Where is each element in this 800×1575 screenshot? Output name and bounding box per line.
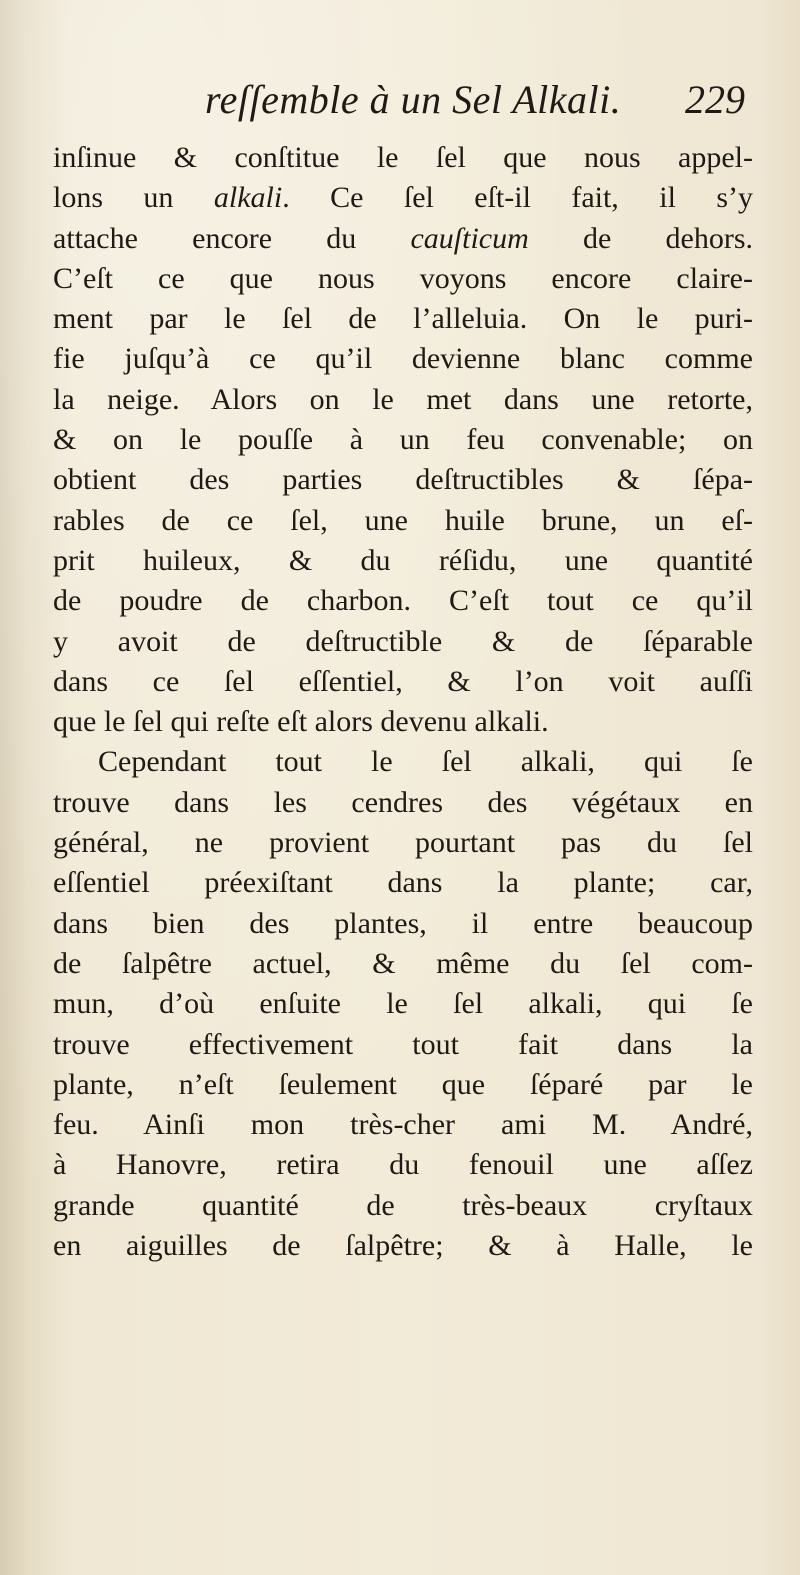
text-line — [53, 1226, 753, 1266]
text-segment: inſinue & conſtitue le ſel que nous appel- — [53, 141, 753, 174]
text-line — [53, 662, 753, 702]
text-line — [53, 944, 753, 984]
text-line — [53, 1065, 753, 1105]
body-text — [53, 138, 753, 1266]
text-segment: plante, n’eſt ſeulement que ſéparé par le — [53, 1067, 753, 1101]
text-segment: à Hanovre, retira du fenouil une aſſez — [53, 1148, 753, 1182]
text-segment: attache encore du — [53, 221, 411, 255]
text-segment: rables de ce ſel, une huile brune, un eſ- — [53, 503, 753, 537]
text-segment: de dehors. — [528, 221, 753, 255]
text-line — [53, 742, 753, 782]
text-segment: & on le pouſſe à un feu convenable; on — [53, 423, 753, 457]
page-number: 229 — [685, 77, 745, 122]
text-segment: y avoit de deſtructible & de ſéparable — [53, 624, 753, 658]
text-line — [53, 380, 753, 420]
text-segment: lons un — [53, 181, 214, 215]
text-line — [53, 1105, 753, 1145]
text-segment: ment par le ſel de l’alleluia. On le puri- — [53, 302, 753, 336]
text-segment: la neige. Alors on le met dans une retorte, — [53, 382, 753, 416]
text-line — [53, 622, 753, 662]
italic-term: alkali — [213, 181, 283, 215]
text-segment: C’eſt ce que nous voyons encore claire- — [53, 261, 753, 295]
text-line — [53, 783, 753, 823]
text-segment: en aiguilles de ſalpêtre; & à Halle, le — [53, 1229, 753, 1263]
text-segment: fie juſqu’à ce qu’il devienne blanc comme — [53, 342, 753, 376]
text-segment: . Ce ſel eſt-il fait, il s’y — [282, 181, 753, 215]
text-line — [53, 904, 753, 944]
text-line — [53, 420, 753, 460]
text-segment: de poudre de charbon. C’eſt tout ce qu’il — [53, 584, 753, 618]
text-segment: général, ne provient pourtant pas du ſel — [53, 826, 753, 860]
italic-term: cauſticum — [410, 221, 529, 255]
text-segment: Cependant tout le ſel alkali, qui ſe — [98, 745, 753, 779]
text-line — [53, 138, 753, 178]
text-line — [53, 178, 753, 218]
text-line — [53, 259, 753, 299]
text-line — [53, 541, 753, 581]
text-segment: eſſentiel préexiſtant dans la plante; car, — [53, 866, 753, 900]
text-segment: de ſalpêtre actuel, & même du ſel com- — [53, 946, 753, 980]
text-line — [53, 339, 753, 379]
text-segment: que le ſel qui reſte eſt alors devenu alkali. — [53, 705, 549, 739]
text-line — [53, 702, 753, 742]
text-line — [53, 299, 753, 339]
running-head — [205, 70, 745, 130]
text-line — [53, 1186, 753, 1226]
text-line — [53, 219, 753, 259]
text-segment: obtient des parties deſtructibles & ſépa- — [53, 463, 753, 497]
text-segment: trouve dans les cendres des végétaux en — [53, 785, 753, 819]
text-line — [53, 863, 753, 903]
text-line — [53, 823, 753, 863]
text-line — [53, 984, 753, 1024]
text-segment: prit huileux, & du réſidu, une quantité — [53, 543, 753, 577]
text-segment: dans ce ſel eſſentiel, & l’on voit auſſi — [53, 664, 753, 698]
text-segment: dans bien des plantes, il entre beaucoup — [53, 906, 753, 940]
text-line — [53, 581, 753, 621]
running-head-title: reſſemble à un Sel Alkali. — [205, 77, 622, 122]
text-segment: feu. Ainſi mon très-cher ami M. André, — [53, 1108, 753, 1142]
text-segment: grande quantité de très-beaux cryſtaux — [53, 1188, 753, 1222]
text-line — [53, 1145, 753, 1185]
text-segment: mun, d’où enſuite le ſel alkali, qui ſe — [53, 987, 753, 1021]
text-line — [53, 460, 753, 500]
text-line — [53, 1025, 753, 1065]
text-segment: trouve effectivement tout fait dans la — [53, 1027, 753, 1061]
text-line — [53, 501, 753, 541]
